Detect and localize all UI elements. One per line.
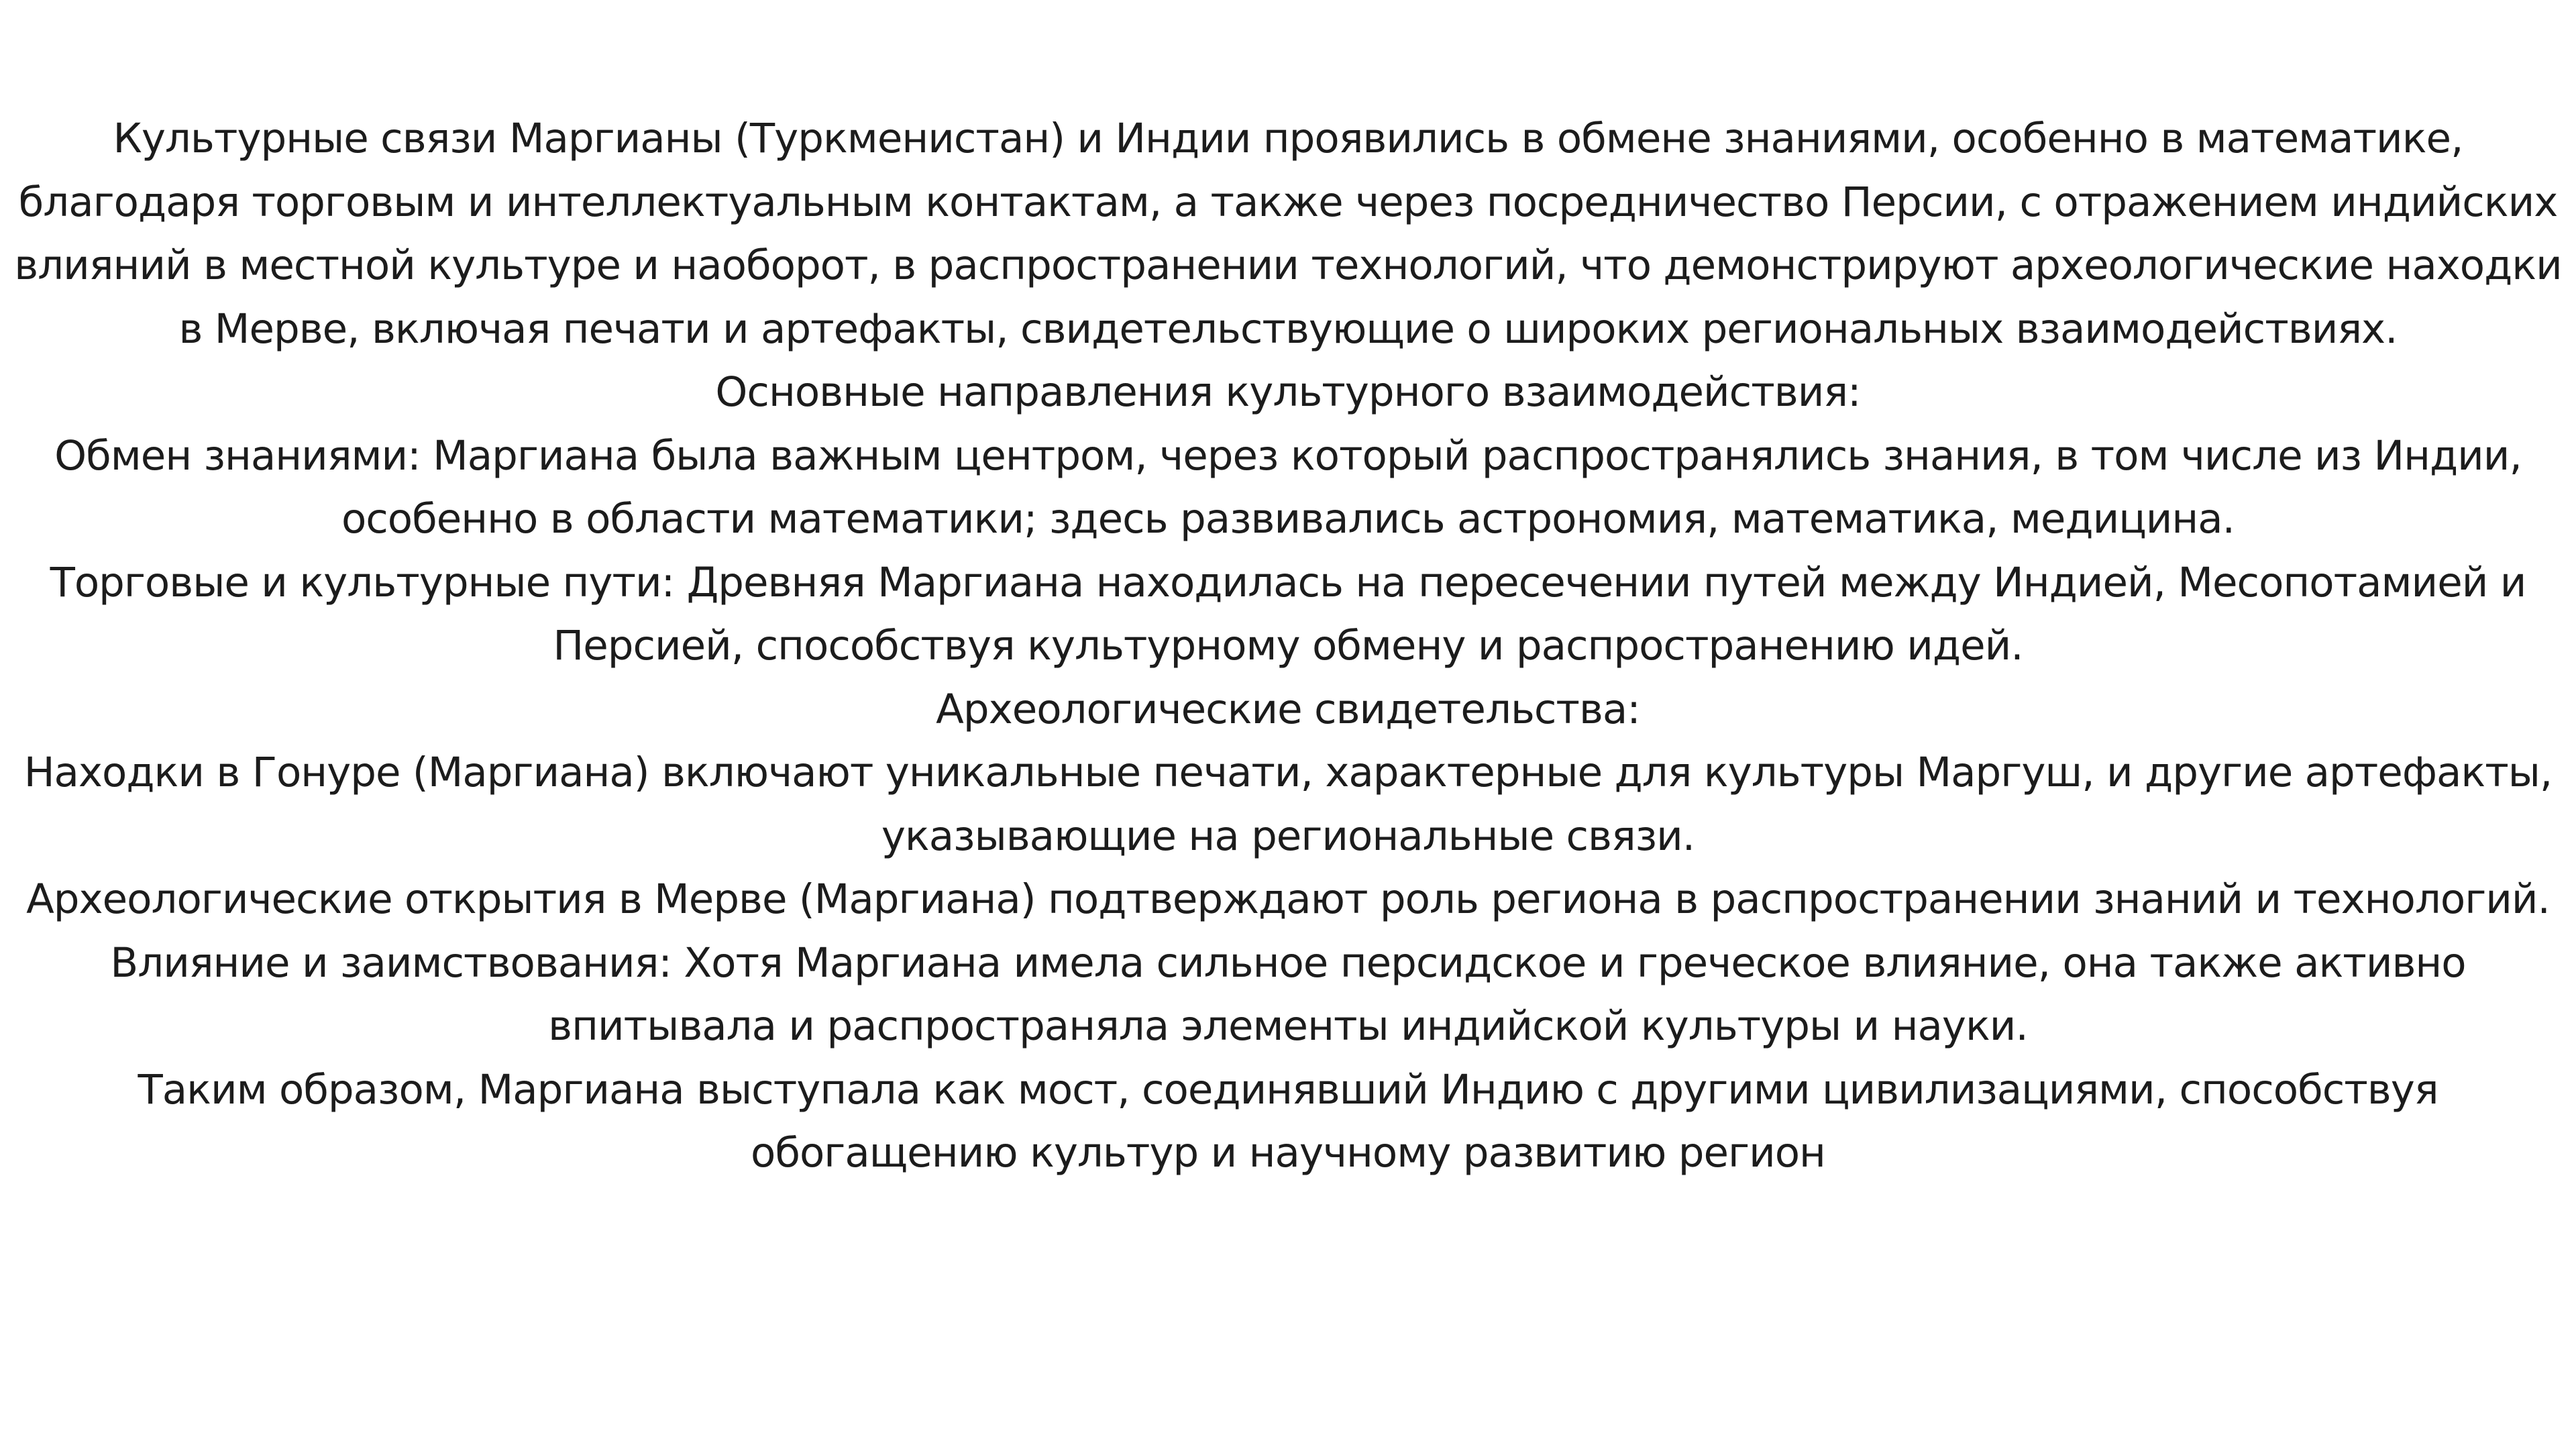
- paragraph-knowledge-exchange: Обмен знаниями: Маргиана была важным центром, через который распространялись знания, в том числе из Индии, особенно в области математики; здесь развивались астрономия, математика, медицина.: [54, 431, 2522, 543]
- paragraph-trade-routes: Торговые и культурные пути: Древняя Маргиана находилась на пересечении путей между Индией, Месопотамией и Персией, способствуя культурному обмену и распространению идей.: [50, 558, 2526, 669]
- paragraph-heading-directions: Основные направления культурного взаимодействия:: [715, 368, 1861, 416]
- paragraph-intro: Культурные связи Маргианы (Туркменистан) и Индии проявились в обмене знаниями, особенно в математике, благодаря торговым и интеллектуальным контактам, а также через посредничество Персии, с отражением индийских влияний в местной культуре и наоборот, в распространении технологий, что демонстрируют археологические находки в Мерве, включая печати и артефакты, свидетельствующие о широких региональных взаимодействиях.: [14, 115, 2562, 353]
- paragraph-influence: Влияние и заимствования: Хотя Маргиана имела сильное персидское и греческое влияние, она также активно впитывала и распространяла элементы индийской культуры и науки.: [110, 938, 2466, 1050]
- paragraph-heading-evidence: Археологические свидетельства:: [936, 685, 1640, 733]
- paragraph-merv-discoveries: Археологические открытия в Мерве (Маргиана) подтверждают роль региона в распространении знаний и технологий.: [26, 875, 2550, 923]
- document-text: [13, 107, 2563, 1185]
- paragraph-conclusion: Таким образом, Маргиана выступала как мост, соединявший Индию с другими цивилизациями, способствуя обогащению культур и научному развитию регион: [138, 1065, 2438, 1177]
- paragraph-gonur-finds: Находки в Гонуре (Маргиана) включают уникальные печати, характерные для культуры Маргуш, и другие артефакты, указывающие на региональные связи.: [23, 749, 2553, 860]
